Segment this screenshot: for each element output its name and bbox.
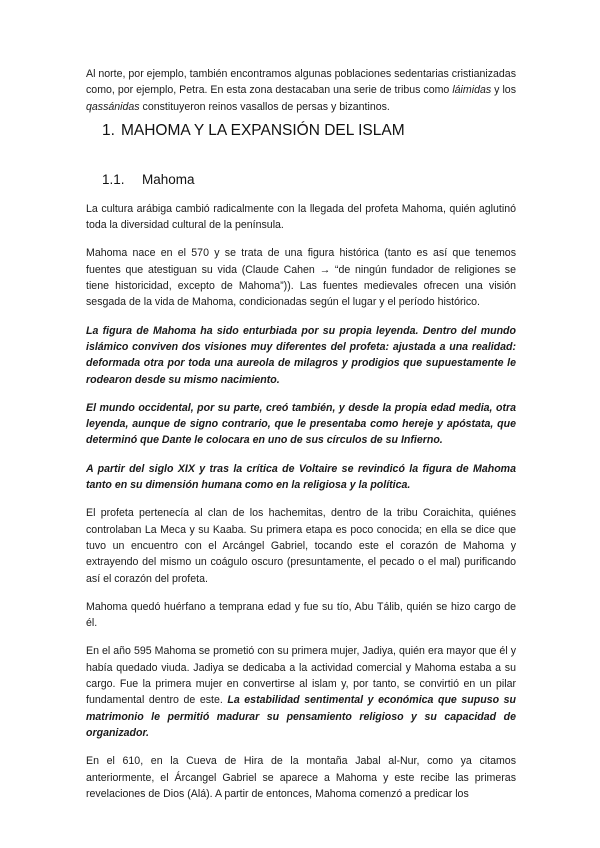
subsection-number: 1.1. xyxy=(102,171,125,187)
intro-connector: y los xyxy=(491,84,516,97)
paragraph-8 xyxy=(86,643,516,741)
paragraph-6: El profeta pertenecía al clan de los hachemitas, dentro de la tribu Coraichita, quiénes controlaban La Meca y su Kaaba. Su primera etapa es poco conocida; en ella se dice que tuvo un encuentro con el Arcángel Gabriel, tocando este el corazón de Mahoma y extrayendo del mismo un coágulo oscuro (presuntamente, el pecado o el mal) purificando así el corazón del profeta. xyxy=(86,507,516,585)
paragraph-2: Mahoma nace en el 570 y se trata de una figura histórica (tanto es así que tenemos fuentes que atestiguan su vida (Claude Cahen → “de ningún fundador de religiones se tiene historicidad, excepto de Mahoma”)). Las fuentes medievales ofrecen una visión sesgada de la vida de Mahoma, condicionadas según el lugar y el período histórico. xyxy=(86,247,516,309)
section-title: MAHOMA Y LA EXPANSIÓN DEL ISLAM xyxy=(120,121,405,139)
ghassanids-term: qassánidas xyxy=(86,100,140,113)
paragraph-7: Mahoma quedó huérfano a temprana edad y fue su tío, Abu Tálib, quién se hizo cargo de él. xyxy=(86,600,516,630)
intro-text: Al norte, por ejemplo, también encontramos algunas poblaciones sedentarias cristianizadas como, por ejemplo, Petra. En esta zona destacaban una serie de tribus como xyxy=(86,68,516,97)
subsection-title: Mahoma xyxy=(142,171,195,187)
section-number: 1. xyxy=(102,121,115,139)
paragraph-9: En el 610, en la Cueva de Hira de la montaña Jabal al-Nur, como ya citamos anteriormente, el Árcangel Gabriel se aparece a Mahoma y este recibe las primeras revelaciones de Dios (Alá). A partir de entonces, Mahoma comenzó a predicar los xyxy=(86,755,516,800)
intro-paragraph xyxy=(86,66,516,115)
paragraph-1: La cultura arábiga cambió radicalmente con la llegada del profeta Mahoma, quién aglutinó toda la diversidad cultural de la península. xyxy=(86,202,516,232)
paragraph-3: La figura de Mahoma ha sido enturbiada por su propia leyenda. Dentro del mundo islámico conviven dos visiones muy diferentes del profeta: ajustada a una realidad: deformada otra por toda una aureola de milagros y prodigios que supuestamente le rodearon desde su mismo nacimiento. xyxy=(86,324,516,386)
intro-text-end: constituyeron reinos vasallos de persas y bizantinos. xyxy=(139,100,390,113)
paragraph-5: A partir del siglo XIX y tras la crítica de Voltaire se revindicó la figura de Mahoma tanto en su dimensión humana como en la religiosa y la política. xyxy=(86,462,516,492)
section-heading xyxy=(102,121,516,141)
paragraph-8-text: En el año 595 Mahoma se prometió con su primera mujer, Jadiya, quién era mayor que él y había quedado viuda. Jadiya se dedicaba a la actividad comercial y Mahoma estaba a su cargo. Fue la primera mujer en convertirse al islam y, por tanto, se convirtió en un pilar fundamental dentro de este. xyxy=(86,645,516,707)
paragraph-4: El mundo occidental, por su parte, creó también, y desde la propia edad media, otra leyenda, aunque de signo contrario, que le presentaba como hereje y apóstata, que determinó que Dante le colocara en uno de sus círculos de su Infierno. xyxy=(86,401,516,447)
paragraph-8-emphasis: La estabilidad sentimental y económica que supuso su matrimonio le permitió madurar su pensamiento religioso y su capacidad de organizador. xyxy=(86,694,516,739)
subsection-heading xyxy=(102,171,516,189)
document-page xyxy=(86,66,516,814)
lakhmids-term: láimidas xyxy=(452,84,492,97)
